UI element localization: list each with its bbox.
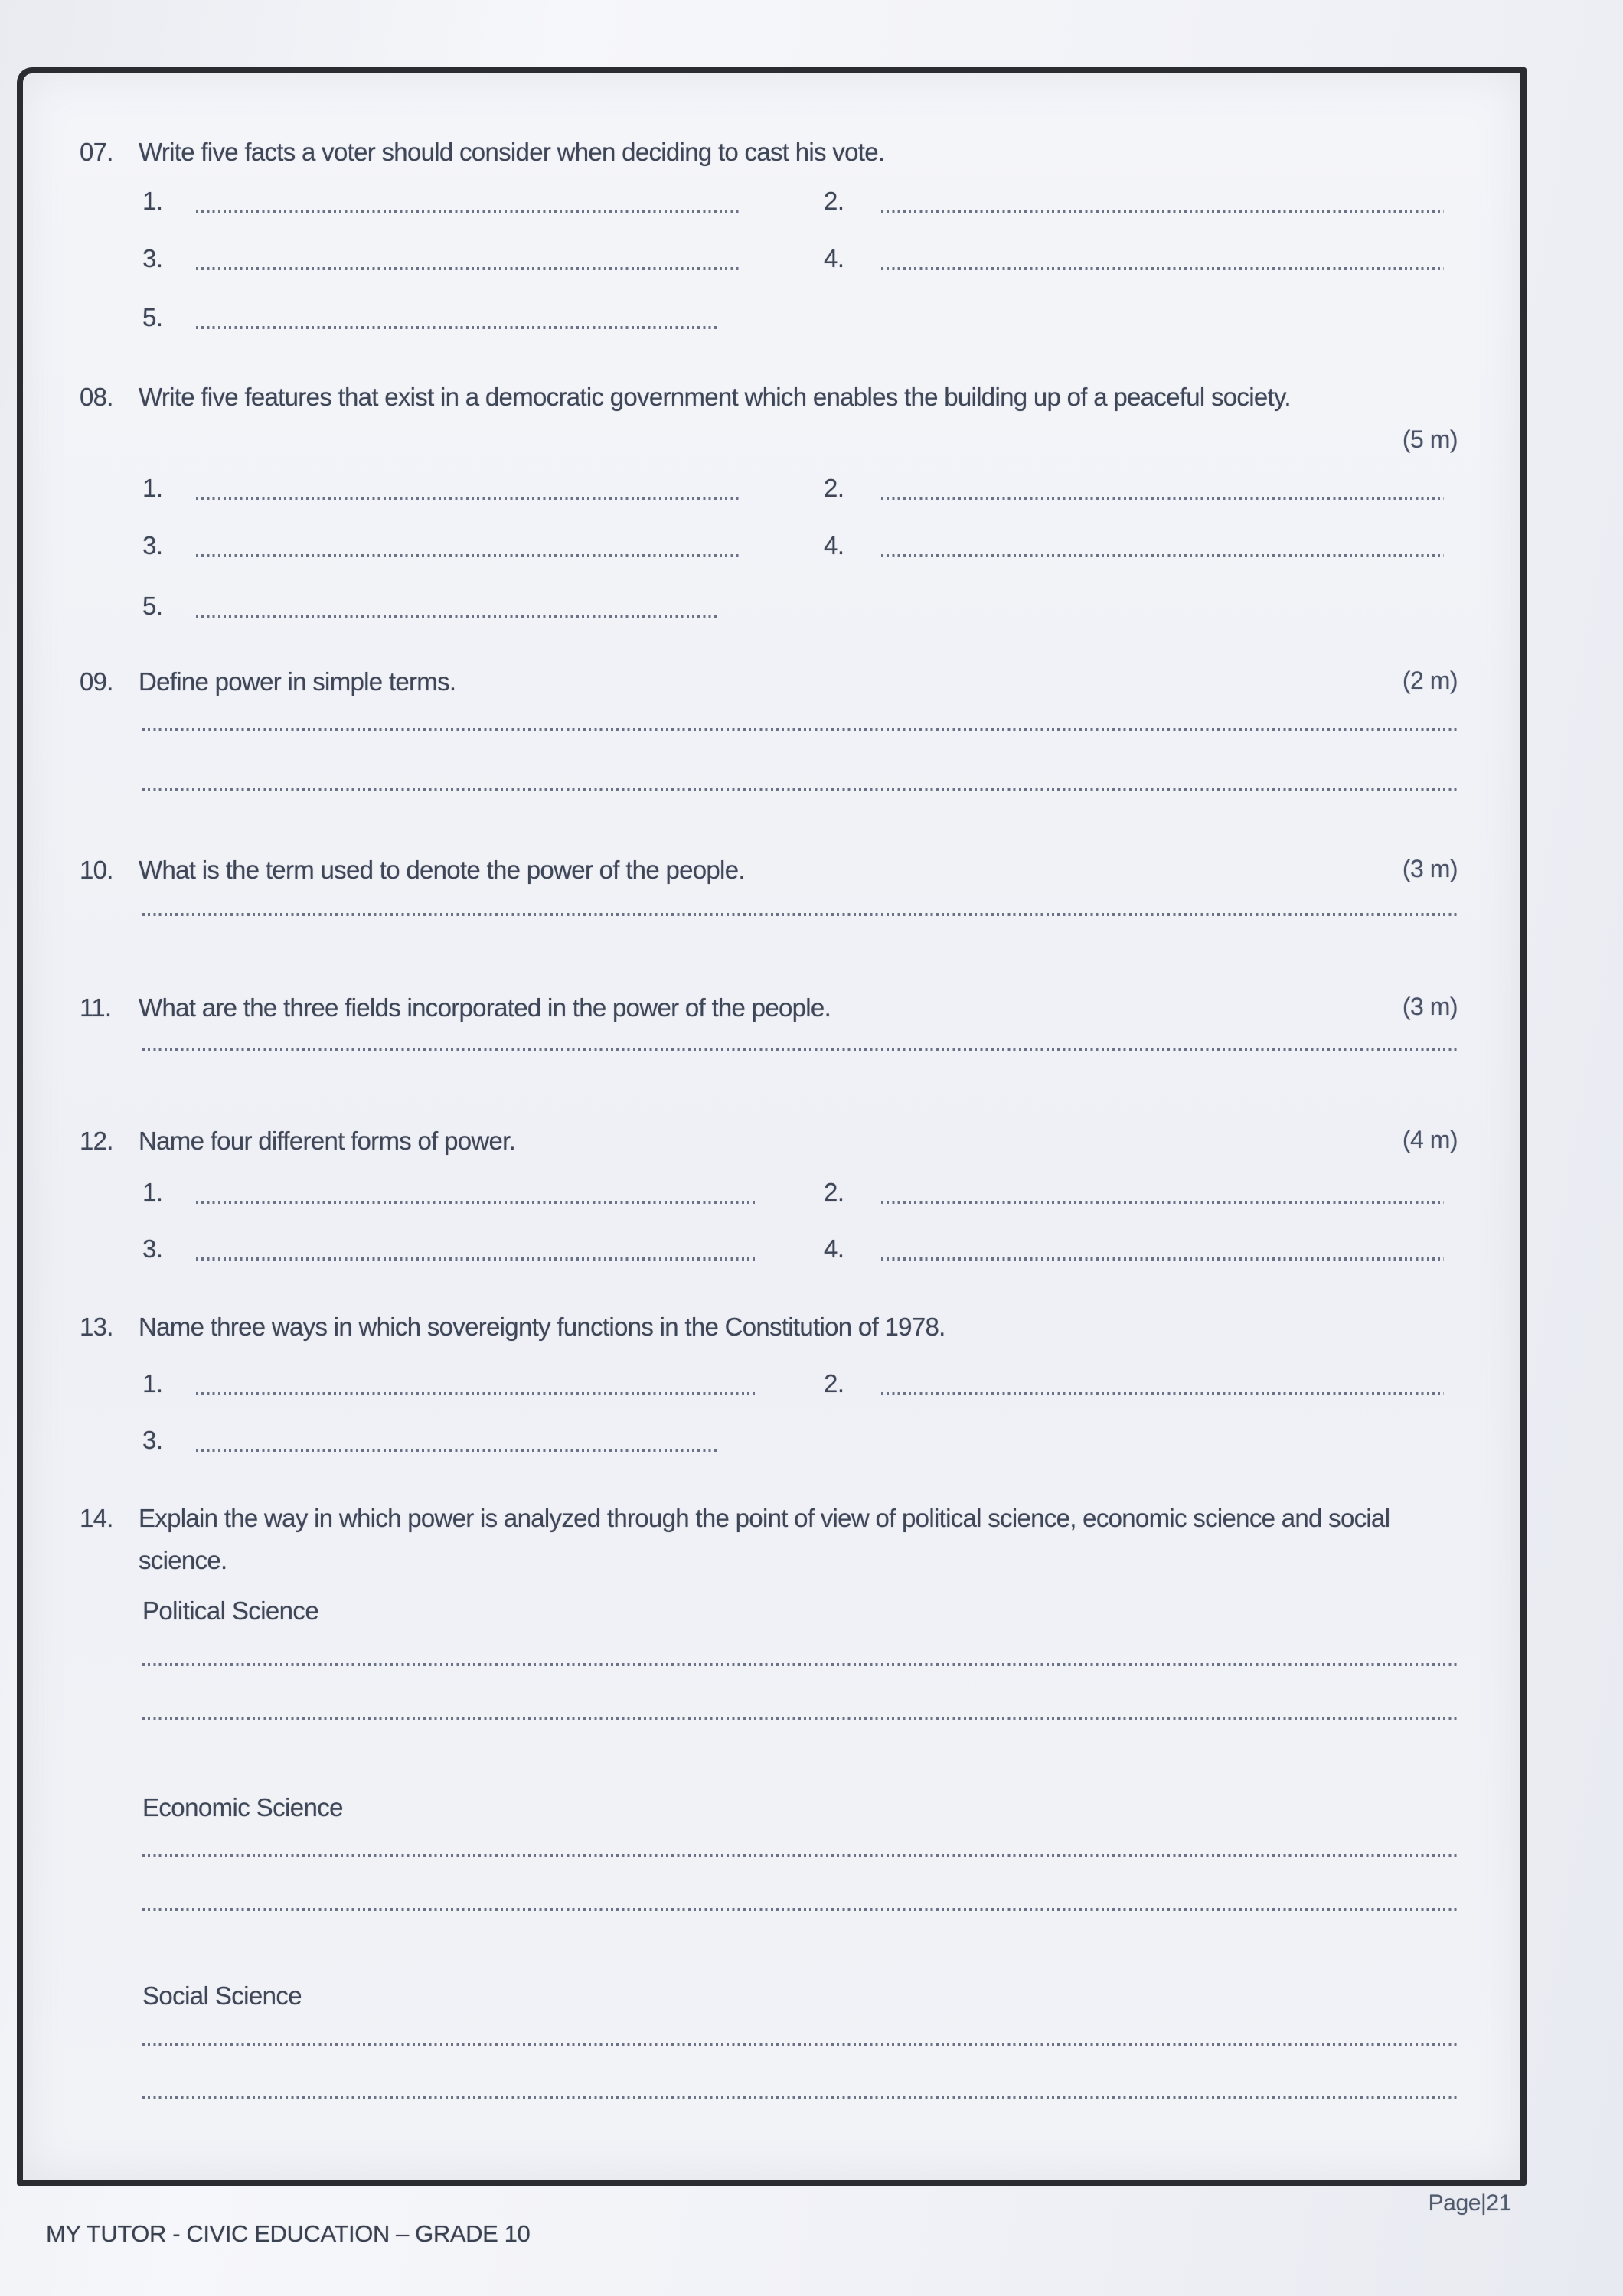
answer-item-number: 2. bbox=[824, 474, 844, 502]
answer-row bbox=[23, 1426, 1520, 1461]
answer-row bbox=[23, 474, 1520, 509]
question-08 bbox=[80, 376, 1459, 453]
answer-dotted-line bbox=[196, 497, 740, 500]
question-text: Write five features that exist in a democratic government which enables the building up of a peaceful society. bbox=[139, 383, 1291, 411]
answer-dotted-line bbox=[196, 1257, 755, 1261]
question-number: 07. bbox=[80, 138, 113, 166]
answer-item-number: 4. bbox=[824, 531, 844, 559]
question-text: Name four different forms of power. bbox=[139, 1127, 516, 1155]
question-number: 10. bbox=[80, 856, 113, 884]
answer-dotted-line bbox=[881, 267, 1444, 270]
answer-dotted-line bbox=[881, 497, 1444, 500]
answer-row bbox=[23, 531, 1520, 566]
worksheet-frame bbox=[17, 67, 1527, 2186]
question-number: 09. bbox=[80, 667, 113, 696]
question-text: Name three ways in which sovereignty functions in the Constitution of 1978. bbox=[139, 1313, 945, 1341]
answer-dotted-line bbox=[196, 326, 717, 329]
question-09 bbox=[80, 660, 1459, 703]
question-number: 13. bbox=[80, 1313, 113, 1341]
question-11 bbox=[80, 987, 1459, 1029]
answer-row bbox=[23, 303, 1520, 338]
marks-label: (5 m) bbox=[1402, 426, 1458, 453]
answer-item-number: 1. bbox=[142, 1178, 163, 1206]
answer-item-number: 2. bbox=[824, 1369, 844, 1397]
answer-row bbox=[23, 1234, 1520, 1270]
answer-item-number: 2. bbox=[824, 1178, 844, 1206]
answer-item-number: 5. bbox=[142, 303, 163, 331]
answer-item-number: 3. bbox=[142, 531, 163, 559]
answer-line bbox=[142, 1717, 1459, 1720]
question-12 bbox=[80, 1120, 1459, 1162]
question-number: 12. bbox=[80, 1127, 113, 1155]
footer-text: MY TUTOR - CIVIC EDUCATION – GRADE 10 bbox=[46, 2220, 531, 2247]
answer-item-number: 4. bbox=[824, 244, 844, 272]
section-label-social-science: Social Science bbox=[142, 1981, 302, 2010]
answer-row bbox=[23, 1369, 1520, 1404]
answer-item-number: 1. bbox=[142, 187, 163, 215]
marks-label: (3 m) bbox=[1402, 855, 1458, 882]
answer-line bbox=[142, 2096, 1459, 2099]
page-number: Page|21 bbox=[1428, 2190, 1511, 2216]
section-label-political-science: Political Science bbox=[142, 1596, 319, 1625]
answer-dotted-line bbox=[196, 1201, 755, 1204]
answer-line bbox=[142, 728, 1459, 731]
answer-dotted-line bbox=[196, 615, 717, 618]
answer-row bbox=[23, 187, 1520, 222]
marks-label: (4 m) bbox=[1402, 1126, 1458, 1153]
question-07 bbox=[80, 131, 1459, 173]
answer-dotted-line bbox=[196, 1392, 755, 1395]
answer-dotted-line bbox=[881, 1257, 1444, 1261]
answer-item-number: 3. bbox=[142, 1234, 163, 1263]
answer-item-number: 1. bbox=[142, 1369, 163, 1397]
question-text: Write five facts a voter should consider when deciding to cast his vote. bbox=[139, 138, 885, 166]
answer-row bbox=[23, 1178, 1520, 1213]
answer-line bbox=[142, 2043, 1459, 2046]
answer-dotted-line bbox=[881, 210, 1444, 213]
answer-dotted-line bbox=[196, 210, 740, 213]
answer-dotted-line bbox=[196, 1449, 717, 1452]
question-10 bbox=[80, 849, 1459, 891]
answer-item-number: 3. bbox=[142, 244, 163, 272]
marks-label: (3 m) bbox=[1402, 993, 1458, 1020]
question-text: What are the three fields incorporated in the power of the people. bbox=[139, 993, 831, 1022]
answer-row bbox=[23, 592, 1520, 627]
question-number: 08. bbox=[80, 383, 113, 411]
answer-line bbox=[142, 913, 1459, 916]
question-text: What is the term used to denote the power of the people. bbox=[139, 856, 745, 884]
answer-item-number: 2. bbox=[824, 187, 844, 215]
answer-item-number: 4. bbox=[824, 1234, 844, 1263]
answer-dotted-line bbox=[196, 267, 740, 270]
answer-dotted-line bbox=[881, 554, 1444, 557]
answer-dotted-line bbox=[881, 1201, 1444, 1204]
section-label-economic-science: Economic Science bbox=[142, 1793, 343, 1821]
question-text: Explain the way in which power is analyzed through the point of view of political science, economic science and social science. bbox=[139, 1504, 1390, 1575]
answer-dotted-line bbox=[196, 554, 740, 557]
answer-line bbox=[142, 1908, 1459, 1911]
answer-line bbox=[142, 1048, 1459, 1051]
question-14 bbox=[80, 1497, 1459, 1581]
answer-item-number: 1. bbox=[142, 474, 163, 502]
marks-label: (2 m) bbox=[1402, 667, 1458, 694]
worksheet-content bbox=[23, 73, 1520, 2180]
answer-line bbox=[142, 788, 1459, 791]
question-number: 14. bbox=[80, 1504, 113, 1532]
answer-dotted-line bbox=[881, 1392, 1444, 1395]
answer-row bbox=[23, 244, 1520, 279]
answer-item-number: 5. bbox=[142, 592, 163, 620]
answer-item-number: 3. bbox=[142, 1426, 163, 1454]
question-13 bbox=[80, 1306, 1459, 1348]
question-number: 11. bbox=[80, 993, 112, 1022]
question-text: Define power in simple terms. bbox=[139, 667, 456, 696]
answer-line bbox=[142, 1663, 1459, 1666]
answer-line bbox=[142, 1854, 1459, 1857]
